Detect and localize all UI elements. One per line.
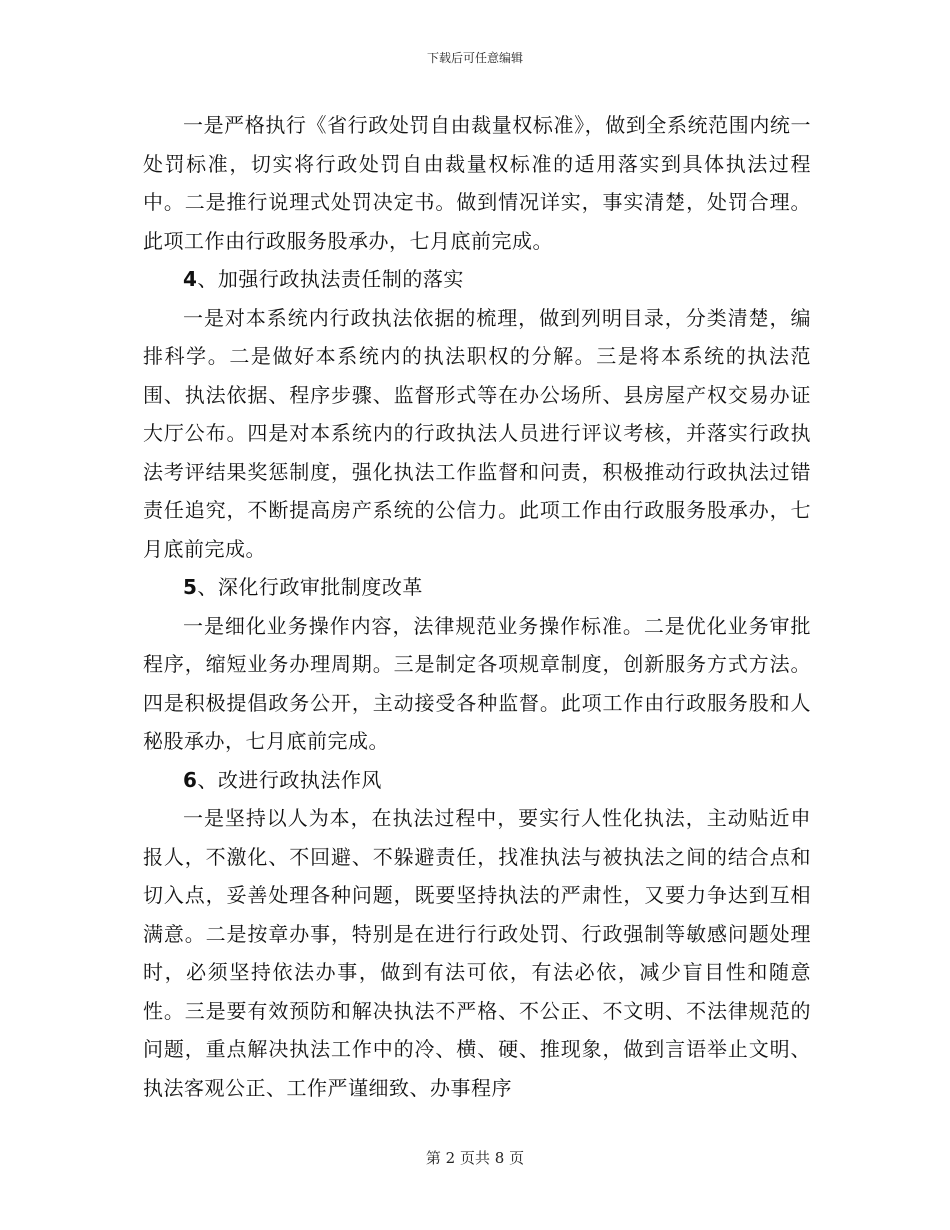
paragraph-section-4: 一是对本系统内行政执法依据的梳理，做到列明目录，分类清楚，编排科学。二是做好本系统内的执法职权的分解。三是将本系统的执法范围、执法依据、程序步骤、监督形式等在办公场所、县房屋产权交易办证大厅公布。四是对本系统内的行政执法人员进行评议考核，并落实行政执法考评结果奖惩制度，强化执法工作监督和问责，积极推动行政执法过错责任追究，不断提高房产系统的公信力。此项工作由行政服务股承办，七月底前完成。 xyxy=(143,305,811,561)
page-number: 第 2 页共 8 页 xyxy=(425,1149,525,1167)
section-heading-5 xyxy=(143,568,811,607)
section-heading-6 xyxy=(143,761,811,800)
page-header: 下载后可任意编辑 xyxy=(426,51,523,65)
document-body xyxy=(143,106,811,1107)
section-number: 4 xyxy=(183,267,198,291)
paragraph-item-3-conclusion: 一是严格执行《省行政处罚自由裁量权标准》，做到全系统范围内统一处罚标准，切实将行政处罚自由裁量权标准的适用落实到具体执法过程中。二是推行说理式处罚决定书。做到情况详实，事实清楚，处罚合理。此项工作由行政服务股承办，七月底前完成。 xyxy=(143,113,811,253)
section-heading-4 xyxy=(143,260,811,299)
paragraph-section-6: 一是坚持以人为本，在执法过程中，要实行人性化执法，主动贴近申报人，不激化、不回避、不躲避责任，找准执法与被执法之间的结合点和切入点，妥善处理各种问题，既要坚持执法的严肃性，又要力争达到互相满意。二是按章办事，特别是在进行行政处罚、行政强制等敏感问题处理时，必须坚持依法办事，做到有法可依，有法必依，减少盲目性和随意性。三是要有效预防和解决执法不严格、不公正、不文明、不法律规范的问题，重点解决执法工作中的冷、横、硬、推现象，做到言语举止文明、执法客观公正、工作严谨细致、办事程序 xyxy=(143,806,811,1100)
section-title: 、改进行政执法作风 xyxy=(197,767,382,792)
section-number: 6 xyxy=(183,767,198,792)
section-number: 5 xyxy=(183,575,198,599)
section-title: 、深化行政审批制度改革 xyxy=(197,575,423,599)
paragraph-section-5: 一是细化业务操作内容，法律规范业务操作标准。二是优化业务审批程序，缩短业务办理周期。三是制定各项规章制度，创新服务方式方法。四是积极提倡政务公开，主动接受各种监督。此项工作由行政服务股和人秘股承办，七月底前完成。 xyxy=(143,613,811,753)
section-title: 、加强行政执法责任制的落实 xyxy=(197,267,464,291)
